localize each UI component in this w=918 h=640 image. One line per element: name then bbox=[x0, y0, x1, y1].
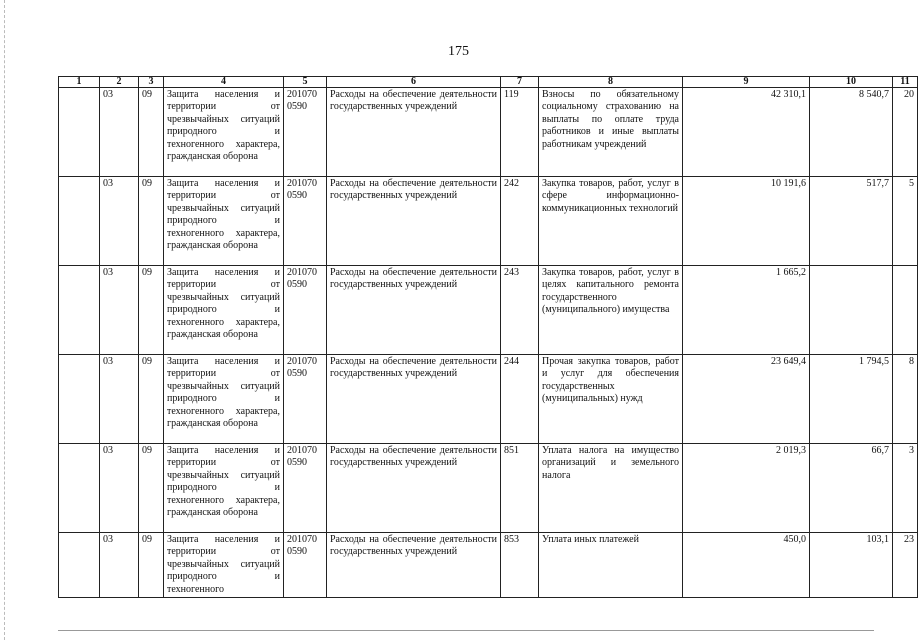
cell-target-code: 201070 0590 bbox=[284, 266, 327, 355]
cell-subsection: 09 bbox=[139, 88, 164, 177]
cell-value-9: 1 665,2 bbox=[683, 266, 810, 355]
cell-target-code: 201070 0590 bbox=[284, 177, 327, 266]
cell-value-11: 23 bbox=[893, 533, 918, 598]
cell-target-name: Расходы на обеспечение деятельности государственных учреждений bbox=[327, 266, 501, 355]
cell-subsection: 09 bbox=[139, 266, 164, 355]
cell-expense-name: Уплата налога на имущество организаций и земельного налога bbox=[539, 444, 683, 533]
table-row bbox=[59, 444, 918, 533]
cell-target-name: Расходы на обеспечение деятельности государственных учреждений bbox=[327, 88, 501, 177]
col-header-10: 10 bbox=[810, 77, 893, 88]
col-header-1: 1 bbox=[59, 77, 100, 88]
table-row bbox=[59, 266, 918, 355]
cell-expense-name: Взносы по обязательному социальному страхованию на выплаты по оплате труда работников и иные выплаты работникам учреждений bbox=[539, 88, 683, 177]
cell-expense-code: 853 bbox=[501, 533, 539, 598]
cell-expense-name: Закупка товаров, работ, услуг в сфере информационно-коммуникационных технологий bbox=[539, 177, 683, 266]
cell-target-name: Расходы на обеспечение деятельности государственных учреждений bbox=[327, 533, 501, 598]
cell-section-name: Защита населения и территории от чрезвычайных ситуаций природного и техногенного характера, гражданская оборона bbox=[164, 444, 284, 533]
cell-target-code: 201070 0590 bbox=[284, 88, 327, 177]
col-header-2: 2 bbox=[100, 77, 139, 88]
col-header-11: 11 bbox=[893, 77, 918, 88]
cell-value-10 bbox=[810, 266, 893, 355]
cell-expense-name: Закупка товаров, работ, услуг в целях капитального ремонта государственного (муниципального) имущества bbox=[539, 266, 683, 355]
cell-value-9: 42 310,1 bbox=[683, 88, 810, 177]
cell-section: 03 bbox=[100, 177, 139, 266]
col-header-5: 5 bbox=[284, 77, 327, 88]
cell-value-11: 20 bbox=[893, 88, 918, 177]
cell-value-10: 66,7 bbox=[810, 444, 893, 533]
cell-value-10: 8 540,7 bbox=[810, 88, 893, 177]
cell-expense-code: 242 bbox=[501, 177, 539, 266]
cell-target-name: Расходы на обеспечение деятельности государственных учреждений bbox=[327, 355, 501, 444]
table-row bbox=[59, 88, 918, 177]
cell-subsection: 09 bbox=[139, 355, 164, 444]
cell-section: 03 bbox=[100, 266, 139, 355]
cell-section-name: Защита населения и территории от чрезвычайных ситуаций природного и техногенного характера, гражданская оборона bbox=[164, 355, 284, 444]
cell-target-code: 201070 0590 bbox=[284, 533, 327, 598]
cell-section: 03 bbox=[100, 88, 139, 177]
cell-section: 03 bbox=[100, 533, 139, 598]
cell-value-10: 517,7 bbox=[810, 177, 893, 266]
cell-value-11: 3 bbox=[893, 444, 918, 533]
left-margin-mark bbox=[4, 0, 5, 640]
cell-value-10: 1 794,5 bbox=[810, 355, 893, 444]
cell-expense-code: 119 bbox=[501, 88, 539, 177]
col-header-6: 6 bbox=[327, 77, 501, 88]
cell-target-name: Расходы на обеспечение деятельности государственных учреждений bbox=[327, 177, 501, 266]
cell-section-name: Защита населения и территории от чрезвычайных ситуаций природного и техногенного характера, гражданская оборона bbox=[164, 88, 284, 177]
header-row bbox=[59, 77, 918, 88]
cell-value-9: 450,0 bbox=[683, 533, 810, 598]
cell-value-9: 10 191,6 bbox=[683, 177, 810, 266]
page-number: 175 bbox=[448, 44, 469, 59]
cell-subsection: 09 bbox=[139, 177, 164, 266]
cell-subsection: 09 bbox=[139, 533, 164, 598]
cell-expense-name: Прочая закупка товаров, работ и услуг для обеспечения государственных (муниципальных) нужд bbox=[539, 355, 683, 444]
cell-value-11 bbox=[893, 266, 918, 355]
cell-subsection: 09 bbox=[139, 444, 164, 533]
cell-blank bbox=[59, 355, 100, 444]
cell-section-name: Защита населения и территории от чрезвычайных ситуаций природного и техногенного характера, гражданская оборона bbox=[164, 266, 284, 355]
table-row bbox=[59, 177, 918, 266]
cell-value-9: 2 019,3 bbox=[683, 444, 810, 533]
cell-section-name: Защита населения и территории от чрезвычайных ситуаций природного и техногенного характера, гражданская оборона bbox=[164, 177, 284, 266]
table-row bbox=[59, 355, 918, 444]
cell-value-11: 5 bbox=[893, 177, 918, 266]
col-header-3: 3 bbox=[139, 77, 164, 88]
cell-blank bbox=[59, 444, 100, 533]
budget-table bbox=[58, 76, 918, 598]
cell-value-10: 103,1 bbox=[810, 533, 893, 598]
cell-blank bbox=[59, 533, 100, 598]
cell-value-11: 8 bbox=[893, 355, 918, 444]
cell-section: 03 bbox=[100, 444, 139, 533]
cell-expense-code: 851 bbox=[501, 444, 539, 533]
col-header-8: 8 bbox=[539, 77, 683, 88]
col-header-9: 9 bbox=[683, 77, 810, 88]
cell-blank bbox=[59, 266, 100, 355]
cell-target-code: 201070 0590 bbox=[284, 444, 327, 533]
cell-target-name: Расходы на обеспечение деятельности государственных учреждений bbox=[327, 444, 501, 533]
cell-target-code: 201070 0590 bbox=[284, 355, 327, 444]
col-header-7: 7 bbox=[501, 77, 539, 88]
cell-section: 03 bbox=[100, 355, 139, 444]
cell-expense-code: 243 bbox=[501, 266, 539, 355]
cell-expense-code: 244 bbox=[501, 355, 539, 444]
page-bottom-divider bbox=[58, 630, 874, 631]
table-row bbox=[59, 533, 918, 598]
cell-blank bbox=[59, 88, 100, 177]
col-header-4: 4 bbox=[164, 77, 284, 88]
cell-value-9: 23 649,4 bbox=[683, 355, 810, 444]
cell-blank bbox=[59, 177, 100, 266]
cell-expense-name: Уплата иных платежей bbox=[539, 533, 683, 598]
cell-section-name: Защита населения и территории от чрезвычайных ситуаций природного и техногенного bbox=[164, 533, 284, 598]
